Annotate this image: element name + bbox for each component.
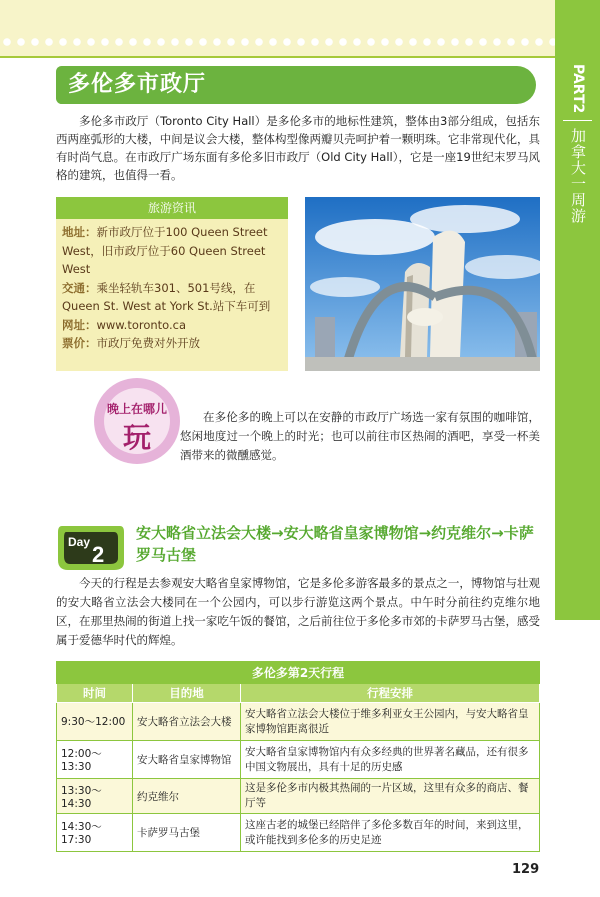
- row-plan: 这座古老的城堡已经陪伴了多伦多数百年的时间，来到这里，或许能找到多伦多的历史足迹: [241, 814, 540, 852]
- top-divider: [0, 56, 555, 58]
- row-destination: 约克维尔: [133, 779, 241, 814]
- day-badge: [56, 522, 126, 572]
- info-label: 地址：: [62, 225, 97, 239]
- chapter-subtitle: 加拿大一周游: [569, 128, 587, 224]
- badge-caption: 晚上在哪儿: [106, 402, 167, 416]
- info-label: 交通：: [62, 280, 97, 295]
- info-value: 市政厅免费对外开放: [96, 336, 200, 350]
- side-tab-divider: [563, 120, 592, 121]
- part-label: PART2: [570, 64, 586, 114]
- row-destination: 安大略省皇家博物馆: [133, 741, 241, 779]
- row-time: 12:00～13:30: [57, 741, 133, 779]
- info-value: 新市政厅位于100 Queen Street West，旧市政厅位于60 Queen Street West: [62, 225, 268, 276]
- row-plan: 安大略省皇家博物馆内有众多经典的世界著名藏品，还有很多中国文物展出，具有十足的历史感: [241, 741, 540, 779]
- info-value: 乘坐轻轨车301、501号线，在Queen St. West at York St.站下车可到: [62, 280, 271, 313]
- info-box-header: 旅游资讯: [56, 197, 288, 219]
- day-badge-shape: [56, 522, 126, 572]
- table-row: [57, 741, 540, 779]
- itinerary-header-row: [57, 684, 540, 703]
- day-label: Day: [68, 535, 91, 549]
- row-destination: 卡萨罗马古堡: [133, 814, 241, 852]
- day-route-title: 安大略省立法会大楼→安大略省皇家博物馆→约克维尔→卡萨罗马古堡: [136, 524, 534, 564]
- table-row: [57, 779, 540, 814]
- info-price: [62, 334, 282, 353]
- column-header: 行程安排: [241, 684, 540, 703]
- info-label: 票价：: [62, 336, 97, 350]
- column-header: 目的地: [133, 684, 241, 703]
- row-plan: 这是多伦多市内极其热闹的一片区域，这里有众多的商店、餐厅等: [241, 779, 540, 814]
- night-activity-badge: [94, 378, 180, 464]
- section-title-bar: [56, 66, 536, 104]
- city-hall-illustration: [305, 197, 540, 371]
- itinerary-caption: 多伦多第2天行程: [57, 662, 540, 684]
- day-number: 2: [92, 542, 105, 567]
- info-transport: [62, 279, 282, 316]
- info-website: [62, 316, 282, 335]
- info-box-body: [56, 219, 288, 357]
- info-address: [62, 223, 282, 279]
- row-time: 14:30～17:30: [57, 814, 133, 852]
- badge-big-character: 玩: [122, 421, 151, 454]
- intro-paragraph: 多伦多市政厅（Toronto City Hall）是多伦多市的地标性建筑，整体由3部分组成，包括东西两座弧形的大楼，中间是议会大楼，整体构型像两瓣贝壳呵护着一颗明珠。它非常现代化，具有时尚气息。在市政厅广场东面有多伦多旧市政厅（Old City Hall），它是一座19世纪末罗马风格的建筑，也值得一看。: [56, 114, 540, 182]
- table-row: [57, 814, 540, 852]
- day-paragraph: 今天的行程是去参观安大略省皇家博物馆，它是多伦多游客最多的景点之一，博物馆与壮观的安大略省立法会大楼同在一个公园内，可以步行游览这两个景点。中午时分前往约克维尔地区，在那里热闹的街道上找一家吃午饭的餐馆，之后前往位于多伦多市郊的卡萨罗马古堡，感受属于爱德华时代的辉煌。: [56, 576, 540, 647]
- column-header: 时间: [57, 684, 133, 703]
- table-row: [57, 703, 540, 741]
- row-time: 13:30～14:30: [57, 779, 133, 814]
- section-title: 多伦多市政厅: [68, 72, 207, 97]
- page-number: 129: [512, 862, 540, 877]
- row-time: 9:30～12:00: [57, 703, 133, 741]
- itinerary-caption-row: [57, 662, 540, 684]
- travel-info-box: [56, 197, 288, 371]
- row-destination: 安大略省立法会大楼: [133, 703, 241, 741]
- info-value: www.toronto.ca: [96, 317, 187, 332]
- city-hall-photo: [305, 197, 540, 371]
- row-plan: 安大略省立法会大楼位于维多利亚女王公园内，与安大略省皇家博物馆距离很近: [241, 703, 540, 741]
- night-paragraph: 在多伦多的晚上可以在安静的市政厅广场选一家有氛围的咖啡馆，悠闲地度过一个晚上的时光；也可以前往市区热闹的酒吧，享受一杯美酒带来的微醺感觉。: [180, 410, 540, 462]
- itinerary-table: [56, 661, 540, 852]
- info-label: 网址：: [62, 317, 97, 332]
- chapter-side-tab: [555, 0, 600, 620]
- decorative-dots: [0, 36, 555, 48]
